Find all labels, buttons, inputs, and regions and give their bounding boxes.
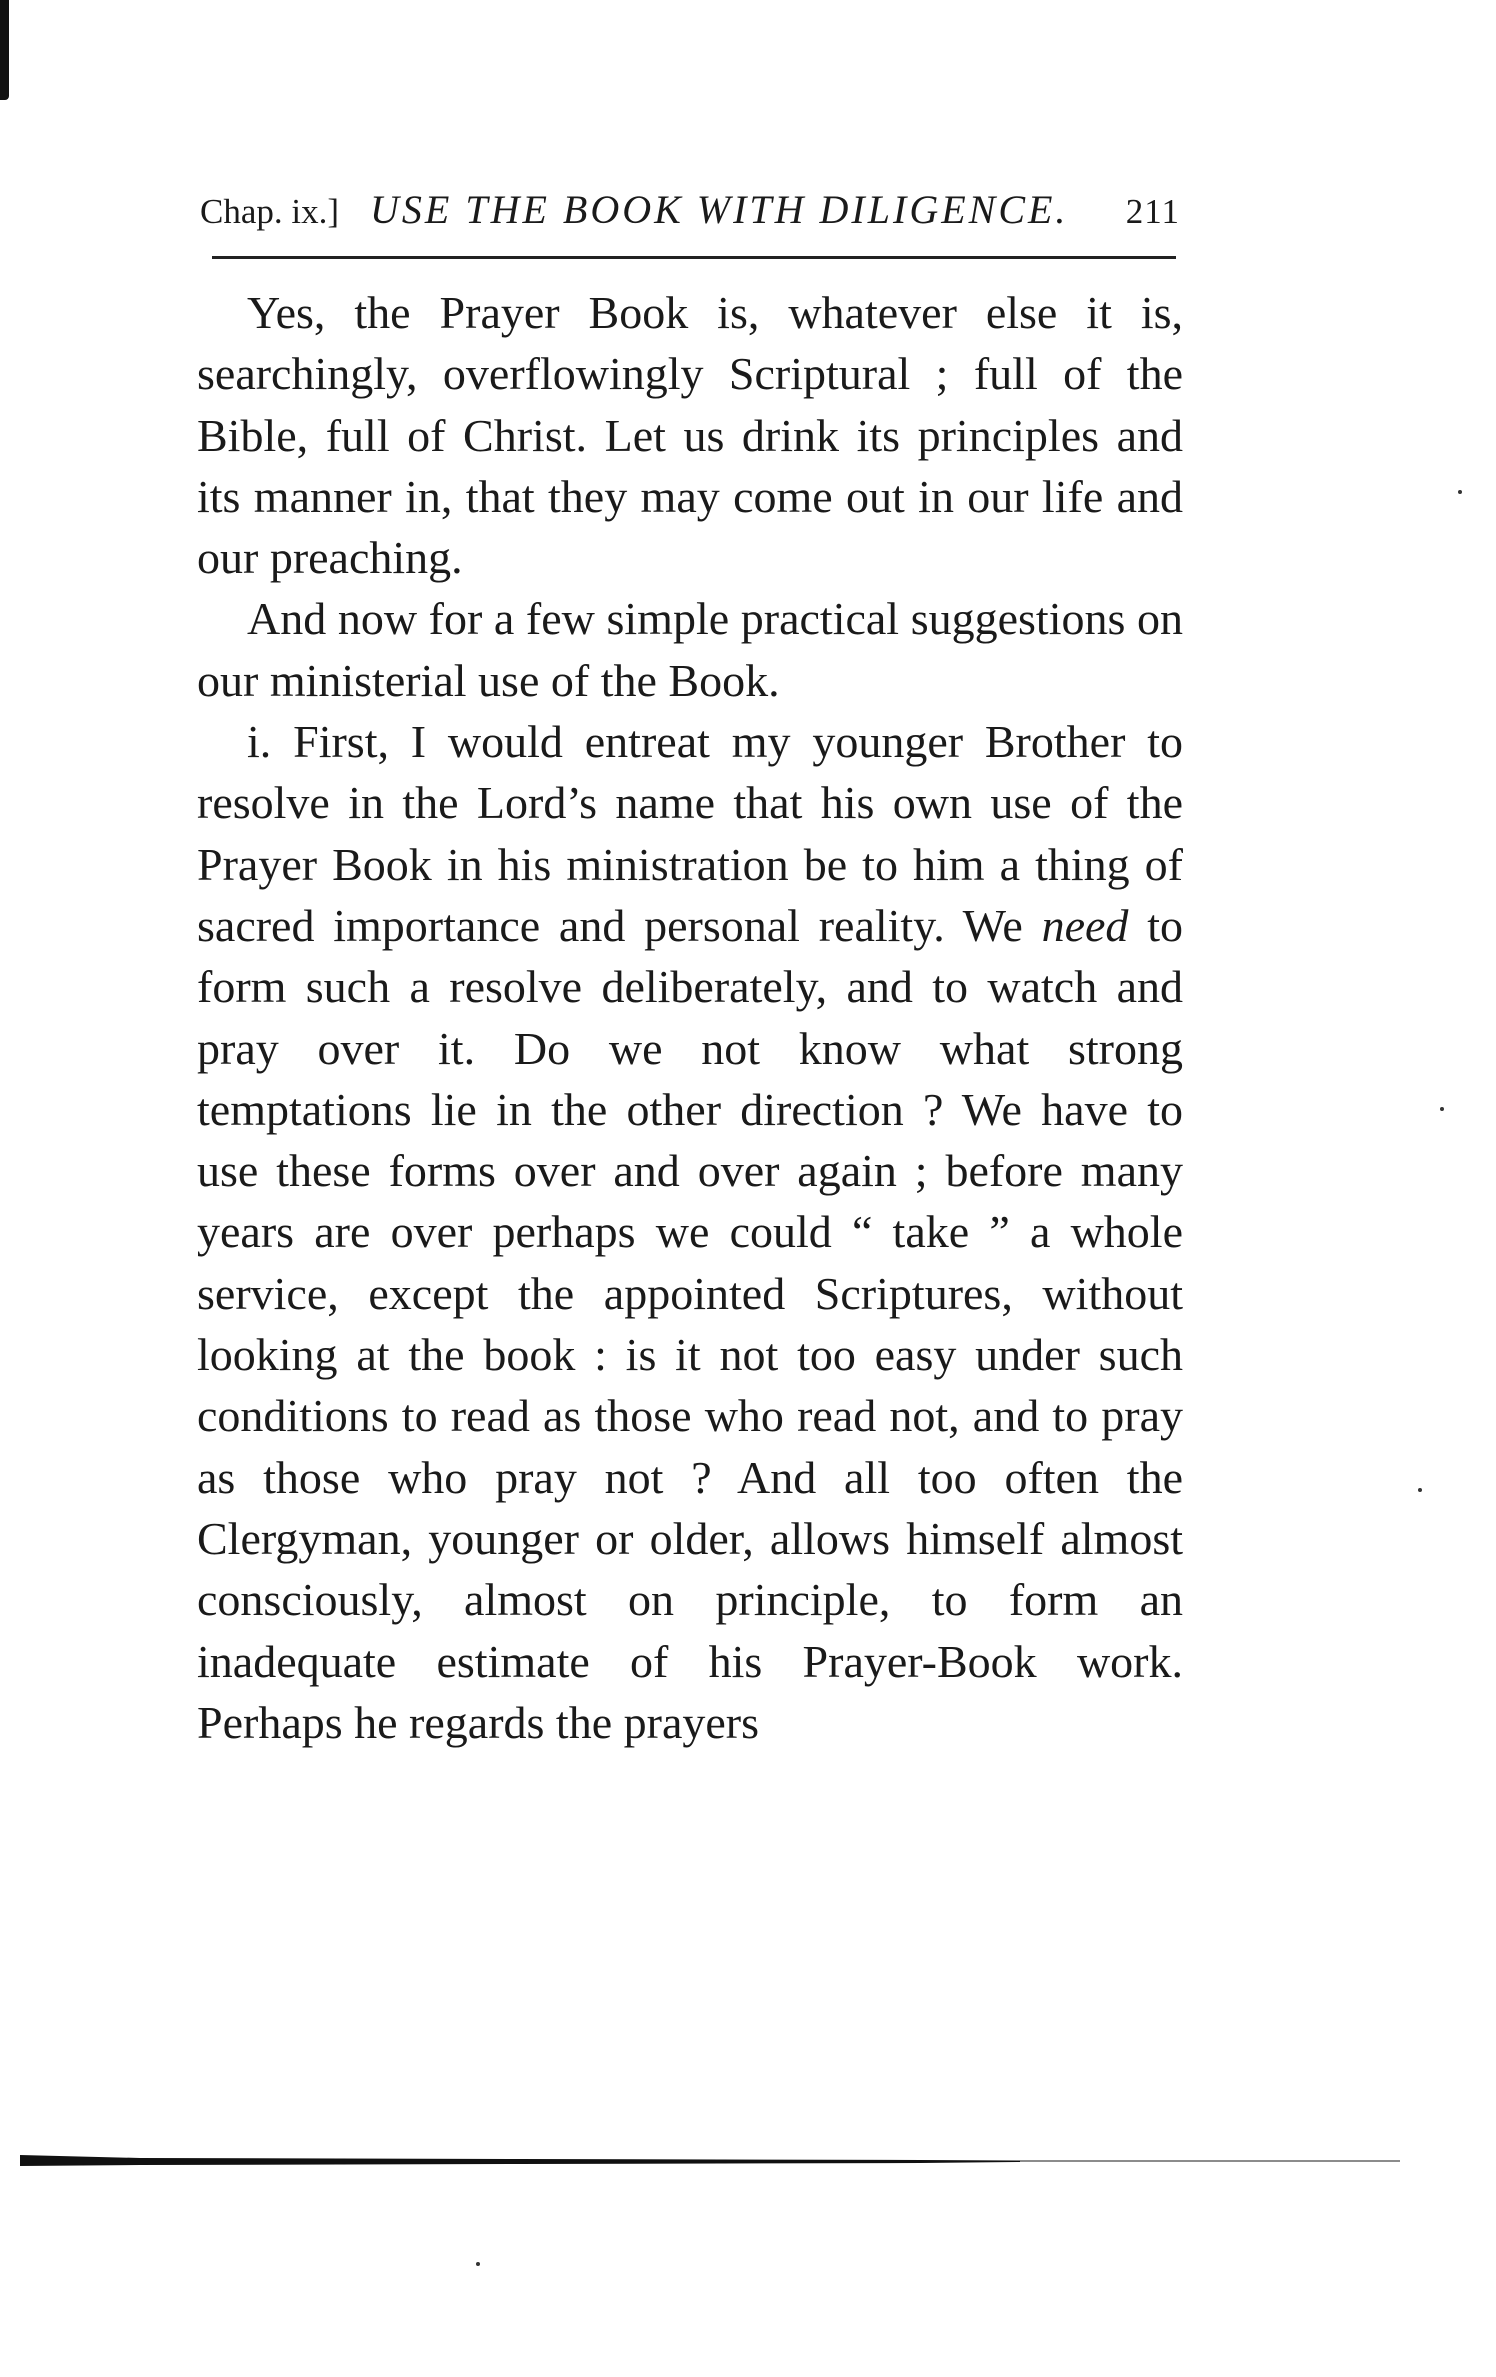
body-text [197, 282, 1183, 1753]
page-edge-mark [0, 0, 9, 100]
speck [476, 2262, 480, 2266]
emphasized-word: need [1041, 899, 1129, 951]
header-rule [212, 256, 1176, 259]
paragraph-3 [197, 711, 1183, 1753]
page-number: 211 [1125, 192, 1180, 231]
chapter-reference: Chap. ix.] [200, 192, 340, 231]
speck [1458, 490, 1462, 494]
bottom-rule [20, 2153, 1400, 2167]
paragraph-3-text-after: to form such a resolve deliberately, and to watch and pray over it. Do we not know what strong temptations lie in the other direction ? We have to use these forms over and over again ; before many years are over perhaps we could “ take ” a whole service, except the appointed Scriptures, without looking at the book : is it not too easy under such conditions to read as those who read not, and to pray as those who pray not ? And all too often the Clergyman, younger or older, allows himself almost consciously, almost on principle, to form an inadequate estimate of his Prayer-Book work. Perhaps he regards the prayers [197, 899, 1183, 1748]
paragraph-3-text-before: i. First, I would entreat my younger Brother to resolve in the Lord’s name that his own use of the Prayer Book in his ministration be to him a thing of sacred importance and personal reality. We [197, 716, 1183, 951]
paragraph-1: Yes, the Prayer Book is, whatever else it is, searchingly, overflowingly Scriptural ; full of the Bible, full of Christ. Let us drink its principles and its manner in, that they may come out in our life and our preaching. [197, 287, 1183, 584]
speck [1440, 1107, 1444, 1111]
paragraph-2: And now for a few simple practical suggestions on our ministerial use of the Book. [197, 593, 1183, 706]
bottom-rule-graphic [20, 2153, 1400, 2167]
speck [1418, 1488, 1422, 1492]
running-title: USE THE BOOK WITH DILIGENCE. [370, 187, 1069, 232]
running-header [200, 186, 1190, 246]
